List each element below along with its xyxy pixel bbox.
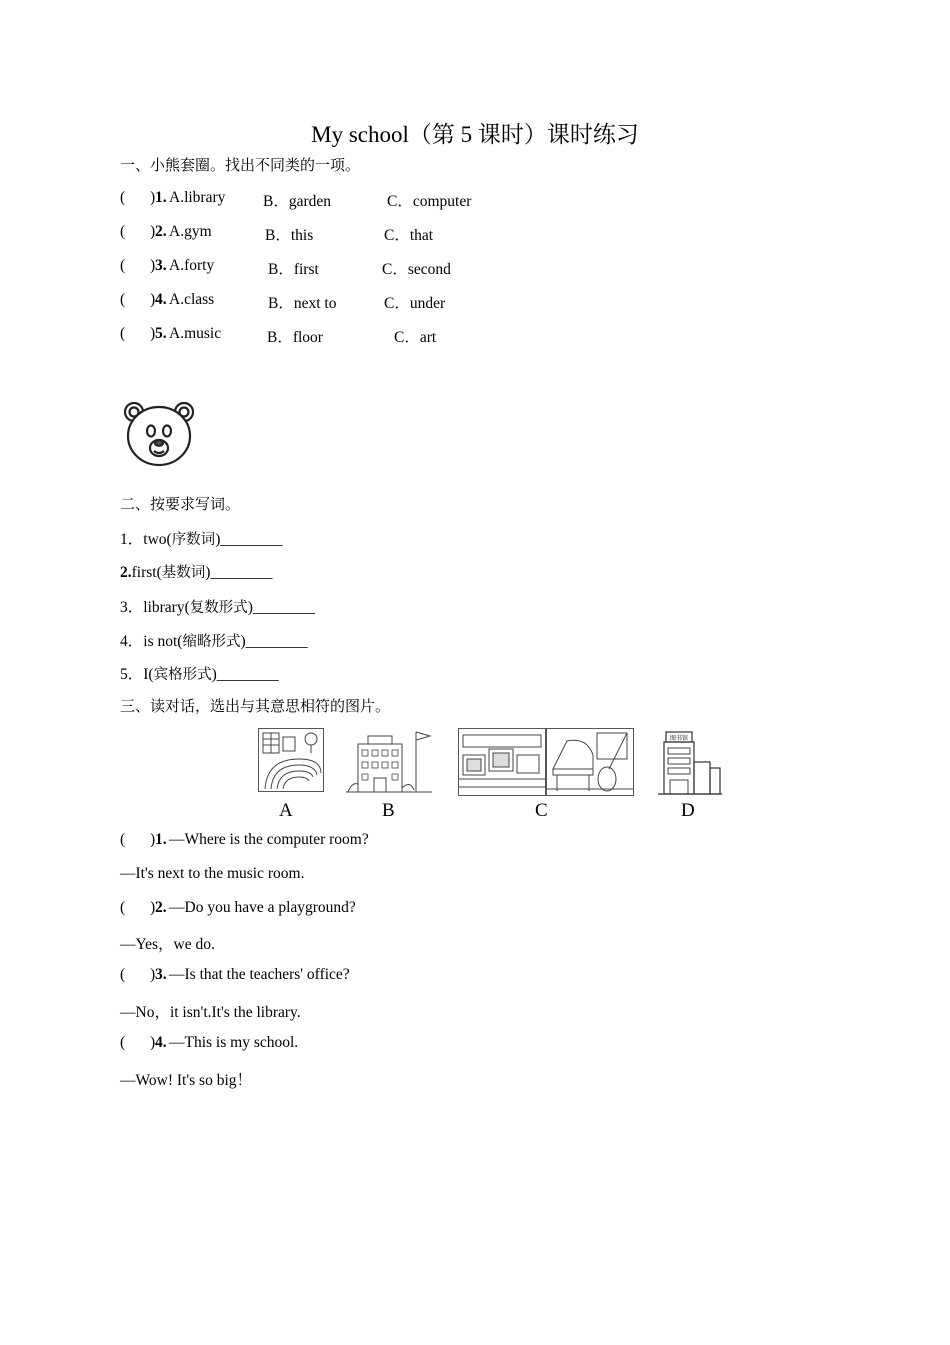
page-title: My school（第 5 课时）课时练习 bbox=[311, 122, 639, 147]
bear-face-icon bbox=[120, 398, 198, 468]
item-number: 1. bbox=[155, 189, 167, 206]
item-number: 3． bbox=[120, 599, 144, 616]
option-b: B．first bbox=[268, 261, 319, 278]
item-number: 4. bbox=[155, 291, 167, 308]
question-text: —Where is the computer room? bbox=[169, 831, 369, 848]
section2-heading: 二、按要求写词。 bbox=[120, 495, 241, 513]
section2-item bbox=[120, 662, 279, 684]
item-word: library( bbox=[143, 599, 190, 616]
answer-paren-close: ) bbox=[150, 223, 156, 240]
dialogue-answer: —Yes，we do. bbox=[120, 936, 215, 953]
answer-paren-close: ) bbox=[150, 257, 156, 274]
item-word: is not( bbox=[143, 633, 183, 650]
answer-paren-close: ) bbox=[150, 1034, 156, 1051]
answer-paren-open: ( bbox=[120, 223, 126, 240]
item-number: 2. bbox=[120, 564, 132, 581]
option-c: C．second bbox=[382, 261, 451, 278]
item-hint: 序数词 bbox=[171, 532, 216, 548]
section1-heading: 一、小熊套圈。找出不同类的一项。 bbox=[120, 156, 361, 174]
answer-paren-open: ( bbox=[120, 831, 126, 848]
option-b: B．garden bbox=[263, 193, 332, 210]
library-building-picture bbox=[656, 728, 722, 796]
answer-paren-close: ) bbox=[150, 831, 156, 848]
answer-blank: )________ bbox=[240, 633, 308, 650]
item-number: 1． bbox=[120, 531, 144, 548]
dialogue-answer: —No，it isn't.It's the library. bbox=[120, 1004, 301, 1021]
question-text: —Is that the teachers' office? bbox=[169, 966, 350, 983]
option-a: A.forty bbox=[169, 257, 215, 274]
section2-item bbox=[120, 595, 315, 617]
dialogue-answer: —Wow! It's so big！ bbox=[120, 1072, 252, 1089]
section3-heading: 三、读对话，选出与其意思相符的图片。 bbox=[120, 697, 391, 715]
option-c: C．that bbox=[384, 227, 434, 244]
question-text: —Do you have a playground? bbox=[169, 899, 356, 916]
item-word: first( bbox=[131, 564, 162, 581]
picture-label-b: B bbox=[382, 800, 395, 821]
picture-label-d: D bbox=[681, 800, 695, 821]
music-room-picture bbox=[546, 728, 634, 796]
option-a: A.gym bbox=[169, 223, 212, 240]
section2-item bbox=[120, 561, 272, 582]
item-number: 3. bbox=[155, 257, 167, 274]
answer-paren-open: ( bbox=[120, 966, 126, 983]
option-c: C．computer bbox=[387, 193, 472, 210]
item-word: two( bbox=[143, 531, 172, 548]
option-b: B．this bbox=[265, 227, 314, 244]
item-number: 4． bbox=[120, 633, 144, 650]
answer-blank: )________ bbox=[215, 531, 283, 548]
picture-label-a: A bbox=[279, 800, 293, 821]
answer-paren-open: ( bbox=[120, 325, 126, 342]
option-b: B．floor bbox=[267, 329, 323, 346]
item-hint: 基数词 bbox=[161, 565, 206, 581]
answer-paren-close: ) bbox=[150, 966, 156, 983]
answer-paren-close: ) bbox=[150, 189, 156, 206]
section2-item bbox=[120, 629, 308, 651]
item-number: 3. bbox=[155, 966, 167, 983]
answer-paren-open: ( bbox=[120, 899, 126, 916]
answer-blank: )________ bbox=[247, 599, 315, 616]
answer-blank: )________ bbox=[205, 564, 273, 581]
answer-paren-open: ( bbox=[120, 189, 126, 206]
option-c: C．art bbox=[394, 329, 437, 346]
option-a: A.music bbox=[169, 325, 222, 342]
item-hint: 宾格形式 bbox=[153, 667, 212, 683]
item-word: I( bbox=[143, 666, 154, 683]
question-text: —This is my school. bbox=[169, 1034, 299, 1051]
item-hint: 缩略形式 bbox=[182, 634, 241, 650]
answer-paren-close: ) bbox=[150, 899, 156, 916]
dialogue-answer: —It's next to the music room. bbox=[120, 865, 305, 882]
item-number: 2. bbox=[155, 223, 167, 240]
option-a: A.class bbox=[169, 291, 215, 308]
answer-paren-close: ) bbox=[150, 325, 156, 342]
option-c: C．under bbox=[384, 295, 446, 312]
option-b: B．next to bbox=[268, 295, 337, 312]
option-a: A.library bbox=[169, 189, 226, 206]
item-hint: 复数形式 bbox=[189, 600, 248, 616]
playground-picture bbox=[258, 728, 324, 792]
answer-paren-open: ( bbox=[120, 1034, 126, 1051]
answer-paren-open: ( bbox=[120, 257, 126, 274]
item-number: 5． bbox=[120, 666, 144, 683]
computer-room-picture bbox=[458, 728, 546, 796]
item-number: 4. bbox=[155, 1034, 167, 1051]
item-number: 1. bbox=[155, 831, 167, 848]
answer-paren-open: ( bbox=[120, 291, 126, 308]
answer-blank: )________ bbox=[211, 666, 279, 683]
section2-item bbox=[120, 527, 282, 549]
school-building-picture bbox=[346, 728, 432, 794]
picture-label-c: C bbox=[535, 800, 548, 821]
library-sign: 图书馆 bbox=[669, 735, 689, 742]
answer-paren-close: ) bbox=[150, 291, 156, 308]
item-number: 2. bbox=[155, 899, 167, 916]
item-number: 5. bbox=[155, 325, 167, 342]
